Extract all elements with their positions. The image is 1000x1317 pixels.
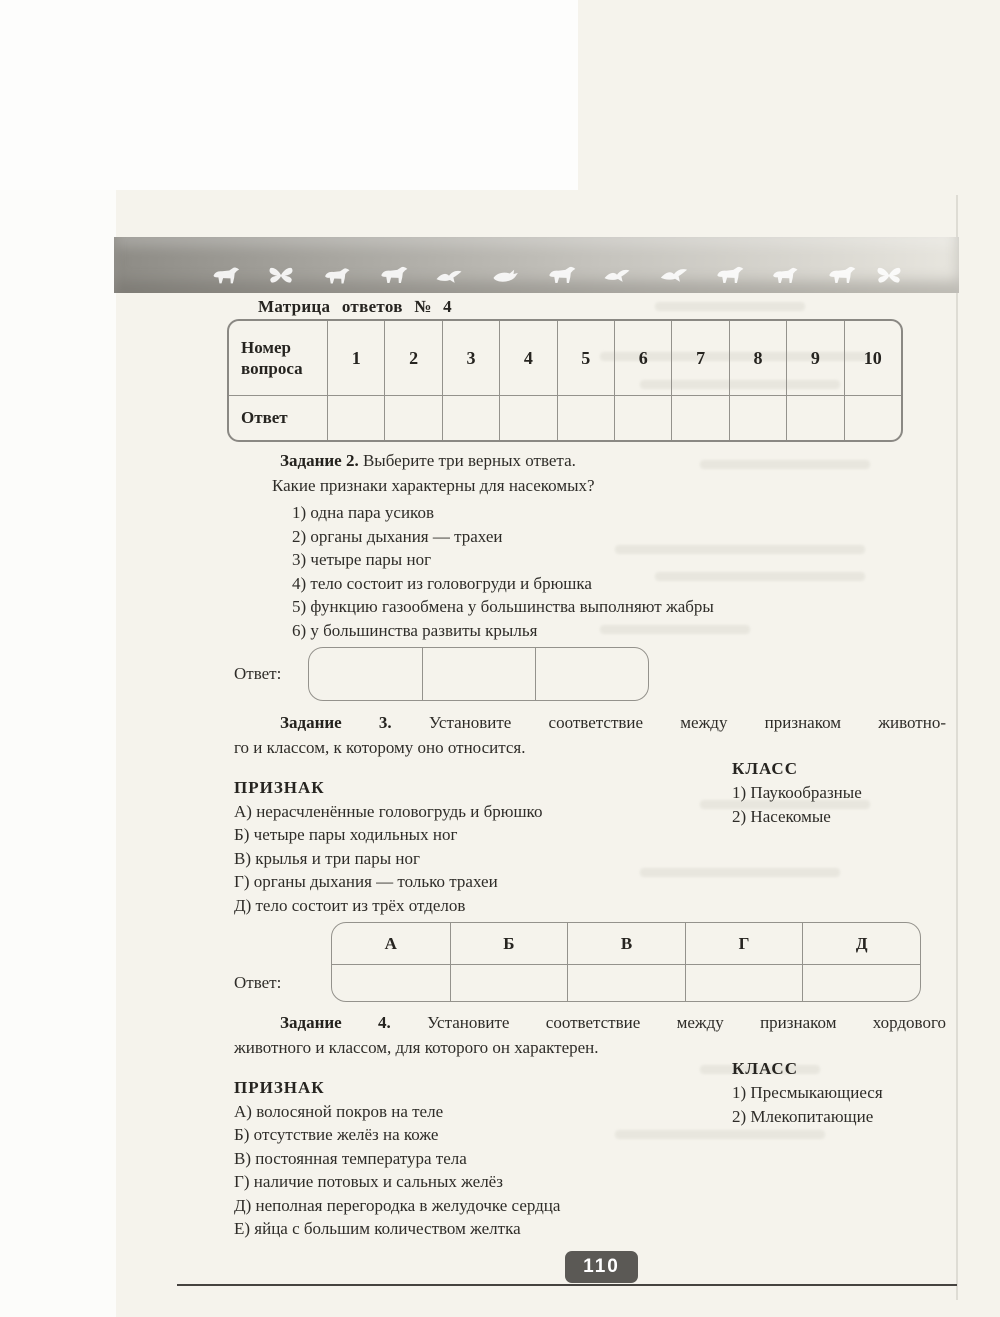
task3-answer-col-b: Б — [450, 923, 568, 964]
matrix-question-number: 9 — [786, 321, 843, 395]
matrix-header-row — [229, 321, 901, 395]
task3-answer-col-a: А — [384, 933, 397, 953]
task2-answer-cell-2 — [422, 648, 535, 700]
task2-heading — [234, 448, 946, 473]
task3-class-column — [732, 757, 862, 829]
matrix-answer-cell-10 — [844, 396, 901, 440]
task2-answer-row — [234, 647, 946, 701]
task4-class-2: 2) Млекопитающие — [732, 1106, 874, 1126]
butterfly-icon — [270, 268, 293, 283]
task3-feature-b: Б) четыре пары ходильных ног — [234, 825, 458, 844]
matrix-question-number: 2 — [384, 321, 441, 395]
task4-class-column — [732, 1057, 883, 1129]
task2-option-6: 6) у большинства развиты крылья — [292, 620, 538, 640]
task3-matching — [234, 760, 946, 917]
scan-top-margin — [0, 0, 578, 190]
matrix-answer-cell-8 — [729, 396, 786, 440]
bison-icon — [214, 268, 240, 284]
task3-answer-table-cells — [332, 964, 920, 1001]
task4-class-1: 1) Пресмыкающиеся — [732, 1082, 883, 1102]
horse-icon — [381, 267, 407, 283]
task3-feature-v: В) крылья и три пары ног — [234, 848, 420, 868]
kangaroo-icon — [773, 268, 797, 283]
task3-answer-cell-g — [685, 965, 803, 1001]
matrix-answer-cell-9 — [786, 396, 843, 440]
task4-heading — [234, 1010, 946, 1035]
task4-feature-d: Д) неполная перегородка в желудочке сердца — [234, 1195, 561, 1215]
answer-matrix-table — [227, 319, 903, 442]
task3-instruction-line1: Установите соответствие между признаком животно- — [428, 713, 946, 732]
swan-icon — [437, 271, 462, 283]
matrix-question-number: 4 — [499, 321, 556, 395]
matrix-question-number: 5 — [557, 321, 614, 395]
task4-feature-e: Е) яйца с большим количеством желтка — [234, 1219, 521, 1238]
task2-answer-cell-3 — [535, 648, 648, 700]
matrix-question-number: 7 — [671, 321, 728, 395]
task2-answer-cell-1 — [309, 648, 422, 700]
matrix-question-number: 3 — [442, 321, 499, 395]
scan-left-margin — [0, 0, 116, 1317]
task2-answer-label: Ответ: — [234, 664, 282, 683]
task4-instruction-line2: животного и классом, для которого он характерен. — [234, 1038, 599, 1057]
matrix-question-number: 1 — [327, 321, 384, 395]
scorpion-icon — [325, 268, 349, 283]
page-content — [234, 448, 946, 1241]
task3-class-2: 2) Насекомые — [732, 806, 831, 826]
task2-option-5: 5) функцию газообмена у большинства выполняют жабры — [292, 597, 714, 616]
task3-feature-a: А) нерасчленённые головогрудь и брюшко — [234, 801, 543, 821]
task4-feature-a: А) волосяной покров на теле — [234, 1101, 444, 1121]
page-edge-line — [956, 195, 958, 1300]
horse-icon — [829, 267, 855, 283]
task3-answer-cell-v — [567, 965, 685, 1001]
task2-option-1: 1) одна пара усиков — [292, 503, 434, 522]
matrix-answer-cell-4 — [499, 396, 556, 440]
matrix-answer-cell-2 — [384, 396, 441, 440]
butterfly-icon — [878, 268, 901, 283]
matrix-title: Матрица ответов № 4 — [258, 297, 452, 316]
matrix-question-row-label: Номер вопроса — [241, 337, 303, 378]
task2-instruction: Выберите три верных ответа. — [362, 451, 576, 470]
task3-answer-col-d: Д — [802, 923, 920, 964]
task3-feature-d: Д) тело состоит из трёх отделов — [234, 895, 466, 915]
task3-answer-cell-b — [450, 965, 568, 1001]
task4-class-header: КЛАСС — [732, 1059, 798, 1078]
matrix-answer-row — [229, 395, 901, 440]
task3-heading — [234, 710, 946, 735]
matrix-question-number: 10 — [844, 321, 901, 395]
whale-icon — [494, 270, 518, 282]
task3-answer-col-g: Г — [685, 923, 803, 964]
matrix-answer-cell-5 — [557, 396, 614, 440]
camel-icon — [717, 267, 743, 283]
task4-feature-header: ПРИЗНАК — [234, 1078, 325, 1097]
task3-answer-label: Ответ: — [234, 973, 282, 992]
task3-answer-cell-a — [332, 965, 450, 1001]
task4-feature-b: Б) отсутствие желёз на коже — [234, 1125, 439, 1144]
task3-feature-header: ПРИЗНАК — [234, 778, 325, 797]
footer-rule — [177, 1284, 957, 1286]
task4-matching — [234, 1060, 946, 1241]
task2-label: Задание 2. — [280, 451, 359, 470]
task3-label: Задание 3. — [280, 713, 392, 732]
task3-answer-cell-d — [802, 965, 920, 1001]
eagle-icon — [661, 269, 687, 282]
task4-feature-v: В) постоянная температура тела — [234, 1148, 467, 1168]
task4-label: Задание 4. — [280, 1013, 391, 1032]
matrix-answer-cell-1 — [327, 396, 384, 440]
task3-answer-table-header — [332, 923, 920, 964]
matrix-question-number: 8 — [729, 321, 786, 395]
task4-feature-g: Г) наличие потовых и сальных желёз — [234, 1172, 503, 1191]
animal-silhouettes — [114, 237, 959, 293]
task2-option-3: 3) четыре пары ног — [292, 550, 432, 569]
task2-option-2: 2) органы дыхания — трахеи — [292, 526, 503, 546]
task2-question: Какие признаки характерны для насекомых? — [272, 476, 595, 495]
matrix-answer-cell-7 — [671, 396, 728, 440]
task3-answer-col-v: В — [567, 923, 685, 964]
matrix-answer-row-label: Ответ — [241, 408, 288, 428]
task2-answer-box — [308, 647, 649, 701]
animal-silhouette-banner — [114, 237, 959, 293]
bird-icon — [605, 270, 630, 282]
task3-answer-table — [331, 922, 921, 1002]
task2-options — [292, 501, 946, 642]
matrix-answer-cell-3 — [442, 396, 499, 440]
task2-option-4: 4) тело состоит из головогруди и брюшка — [292, 573, 592, 593]
deer-icon — [549, 267, 575, 283]
task3-class-header: КЛАСС — [732, 759, 798, 778]
matrix-answer-cell-6 — [614, 396, 671, 440]
task3-instruction-line2: го и классом, к которому оно относится. — [234, 738, 526, 757]
scan-bleedthrough — [655, 302, 805, 311]
task3-feature-g: Г) органы дыхания — только трахеи — [234, 872, 498, 891]
task4-instruction-line1: Установите соответствие между признаком хордового — [427, 1013, 946, 1032]
task3-class-1: 1) Паукообразные — [732, 782, 862, 802]
matrix-question-number: 6 — [614, 321, 671, 395]
task3-answer-row — [234, 922, 946, 1002]
page-number-badge: 110 — [565, 1251, 638, 1283]
